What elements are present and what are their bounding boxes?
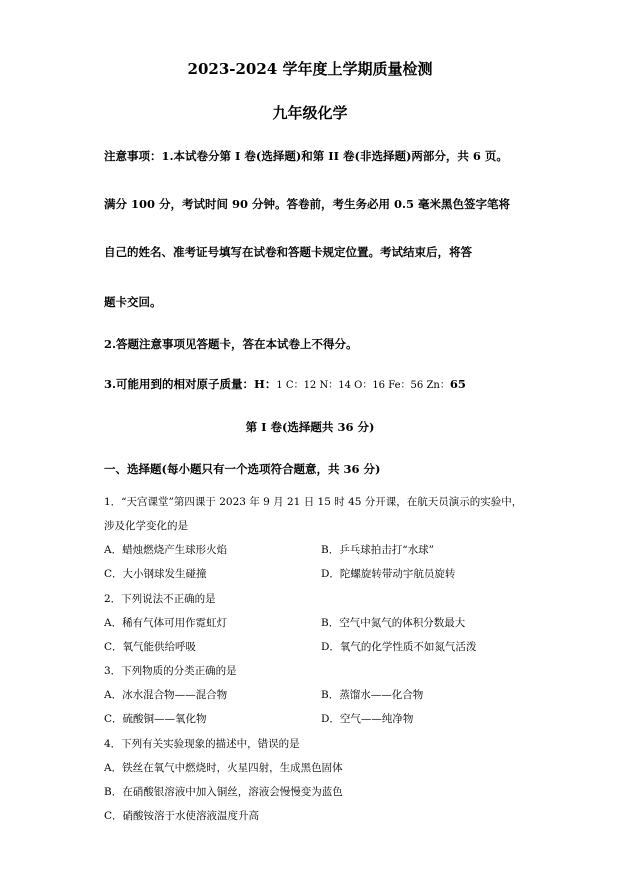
question-1-option-d: D．陀螺旋转带动宇航员旋转 bbox=[321, 568, 456, 580]
notes-line-2: 满分 100 分，考试时间 90 分钟。答卷前，考生务必用 0.5 毫米黑色签字笔将 bbox=[104, 197, 511, 211]
question-2-option-a: A．稀有气体可用作霓虹灯 bbox=[104, 617, 228, 629]
question-4-option-a: A．铁丝在氧气中燃烧时，火星四射，生成黑色固体 bbox=[104, 762, 343, 774]
question-4-stem: 4．下列有关实验现象的描述中，错误的是 bbox=[104, 738, 300, 750]
question-3-option-a: A．冰水混合物——混合物 bbox=[104, 689, 228, 701]
question-4-option-b: B．在硝酸银溶液中加入铜丝，溶液会慢慢变为蓝色 bbox=[104, 786, 343, 798]
question-4-option-c: C．硝酸铵溶于水使溶液温度升高 bbox=[104, 810, 260, 822]
part-title: 第 I 卷(选择题共 36 分) bbox=[245, 420, 375, 434]
atomic-mass-last: 65 bbox=[449, 377, 466, 391]
notes-line-4: 题卡交回。 bbox=[104, 295, 162, 309]
question-3-stem: 3．下列物质的分类正确的是 bbox=[104, 665, 237, 677]
exam-subject: 九年级化学 bbox=[272, 104, 348, 122]
question-1-option-a: A．蜡烛燃烧产生球形火焰 bbox=[104, 544, 228, 556]
question-2-stem: 2．下列说法不正确的是 bbox=[104, 593, 216, 605]
question-3-option-c: C．硫酸铜——氧化物 bbox=[104, 713, 207, 725]
question-1-option-c: C．大小钢球发生碰撞 bbox=[104, 568, 207, 580]
section-heading: 一、选择题(每小题只有一个选项符合题意，共 36 分) bbox=[104, 462, 381, 476]
question-1-option-b: B．乒乓球拍击打“水球” bbox=[321, 544, 434, 556]
question-2-option-d: D．氧气的化学性质不如氮气活泼 bbox=[321, 641, 477, 653]
exam-title: 2023-2024 学年度上学期质量检测 bbox=[187, 60, 433, 78]
notes-item-2: 2.答题注意事项见答题卡，答在本试卷上不得分。 bbox=[104, 337, 358, 351]
atomic-mass-values: 1 C：12 N：14 O：16 Fe：56 Zn： bbox=[276, 380, 450, 391]
notes-item-3 bbox=[104, 376, 466, 392]
question-2-option-b: B．空气中氮气的体积分数最大 bbox=[321, 617, 466, 629]
atomic-mass-prefix: 3.可能用到的相对原子质量：H： bbox=[104, 377, 277, 391]
question-3-option-b: B．蒸馏水——化合物 bbox=[321, 689, 424, 701]
question-1-stem: 1．“天宫课堂”第四课于 2023 年 9 月 21 日 15 时 45 分开课，在航天员演示的实验中， bbox=[104, 496, 523, 508]
question-2-option-c: C．氧气能供给呼吸 bbox=[104, 641, 197, 653]
notes-line-1: 注意事项：1.本试卷分第 I 卷(选择题)和第 II 卷(非选择题)两部分，共 6 页。 bbox=[104, 149, 508, 163]
question-3-option-d: D．空气——纯净物 bbox=[321, 713, 414, 725]
question-1-stem-cont: 涉及化学变化的是 bbox=[104, 520, 188, 532]
notes-line-3: 自己的姓名、准考证号填写在试卷和答题卡规定位置。考试结束后，将答 bbox=[104, 245, 472, 259]
